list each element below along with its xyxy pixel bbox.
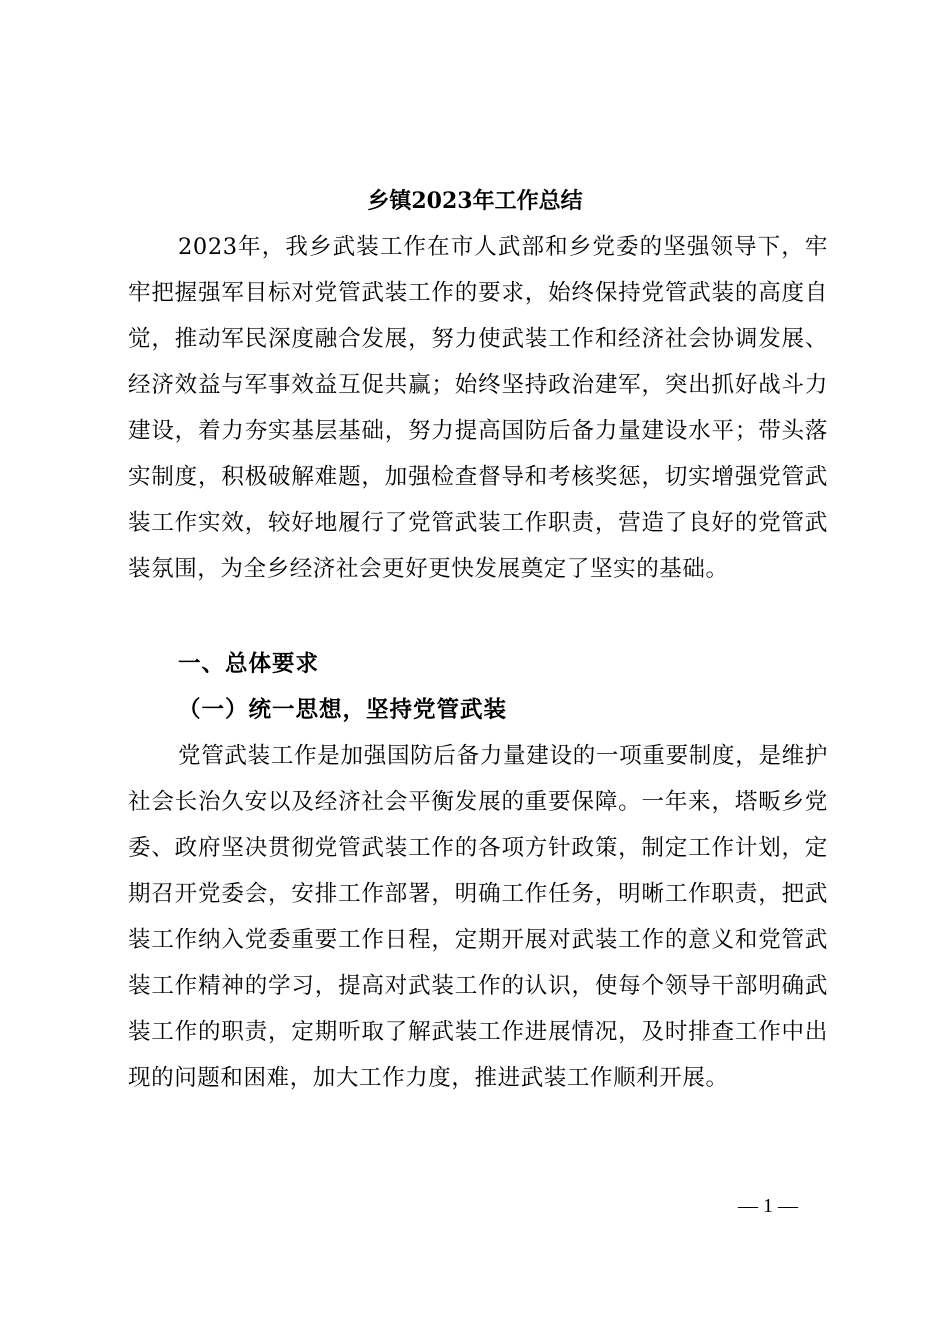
intro-paragraph: 2023年，我乡武装工作在市人武部和乡党委的坚强领导下，牢牢把握强军目标对党管武装工作的要求，始终保持党管武装的高度自觉，推动军民深度融合发展，努力使武装工作和经济社会协调发展、经济效益与军事效益互促共赢；始终坚持政治建军，突出抓好战斗力建设，着力夯实基层基础，努力提高国防后备力量建设水平；带头落实制度，积极破解难题，加强检查督导和考核奖惩，切实增强党管武装工作实效，较好地履行了党管武装工作职责，营造了良好的党管武装氛围，为全乡经济社会更好更快发展奠定了坚实的基础。 — [128, 234, 828, 582]
subsection-heading: （一）统一思想，坚持党管武装 — [178, 697, 508, 723]
section-paragraph: 党管武装工作是加强国防后备力量建设的一项重要制度，是维护社会长治久安以及经济社会平衡发展的重要保障。一年来，塔畈乡党委、政府坚决贯彻党管武装工作的各项方针政策，制定工作计划，定期召开党委会，安排工作部署，明确工作任务，明晰工作职责，把武装工作纳入党委重要工作日程，定期开展对武装工作的意义和党管武装工作精神的学习，提高对武装工作的认识，使每个领导干部明确武装工作的职责，定期听取了解武装工作进展情况，及时排查工作中出现的问题和困难，加大工作力度，推进武装工作顺利开展。 — [128, 743, 828, 1091]
page-number: — 1 — — [738, 1195, 798, 1217]
section-heading: 一、总体要求 — [178, 651, 320, 677]
document-title: 乡镇2023年工作总结 — [367, 188, 583, 214]
